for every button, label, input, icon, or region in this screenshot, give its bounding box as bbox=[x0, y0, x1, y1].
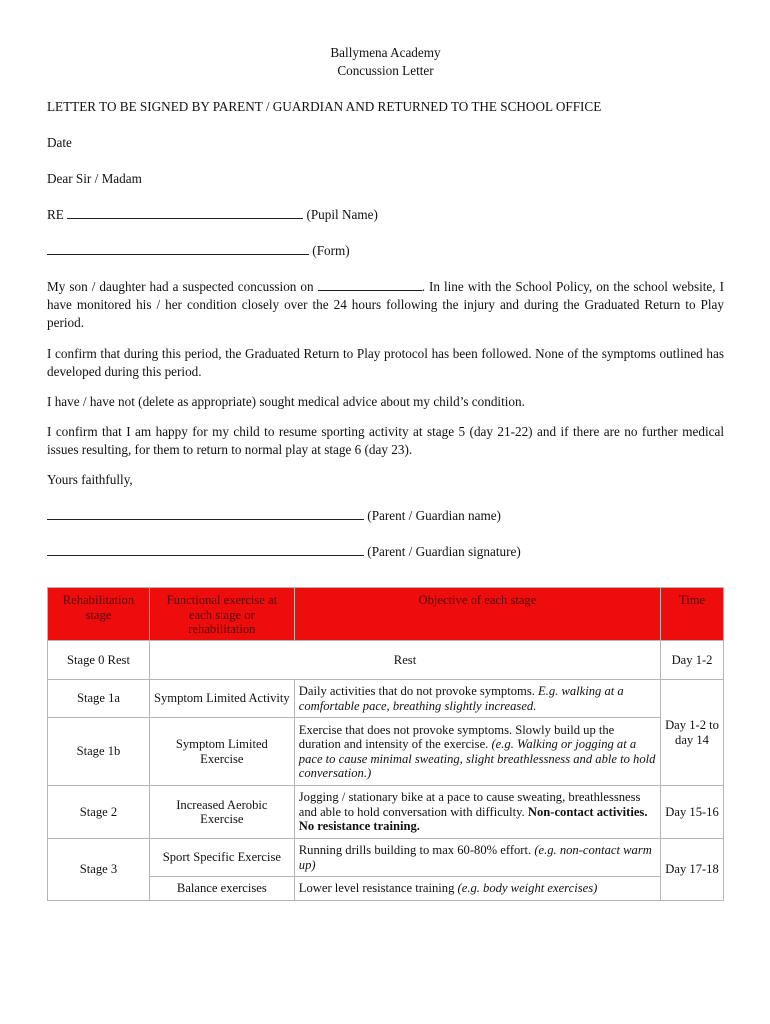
form-line bbox=[47, 242, 724, 260]
form-label: (Form) bbox=[312, 243, 350, 258]
paragraph-4: I confirm that I am happy for my child to resume sporting activity at stage 5 (day 21-22) and if there are no further medical issues resulting, for them to return to normal play at stage 6 (day 23). bbox=[47, 424, 724, 457]
parent-name-field[interactable] bbox=[47, 507, 364, 520]
table-row bbox=[48, 839, 724, 877]
stage3-objective-1-text: Running drills building to max 60-80% effort. bbox=[298, 843, 532, 857]
table-row bbox=[48, 786, 724, 839]
table-row bbox=[48, 718, 724, 786]
paragraph-2: I confirm that during this period, the Graduated Return to Play protocol has been followed. None of the symptoms outlined has developed during this period. bbox=[47, 346, 724, 379]
stage2-cell: Stage 2 bbox=[48, 786, 150, 839]
stage3-objective-1 bbox=[294, 839, 660, 877]
date-label: Date bbox=[47, 135, 72, 150]
stage1b-objective-text: Exercise that does not provoke symptoms. Slowly build up the duration and intensity of the exercise. bbox=[298, 722, 615, 751]
header-time: Time bbox=[661, 588, 724, 641]
stage2-exercise: Increased Aerobic Exercise bbox=[149, 786, 294, 839]
stage1a-exercise: Symptom Limited Activity bbox=[149, 680, 294, 718]
pupil-name-label: (Pupil Name) bbox=[306, 207, 378, 222]
stage3-objective-2 bbox=[294, 877, 660, 901]
stage3-time: Day 17-18 bbox=[661, 839, 724, 901]
stage2-objective-text: Jogging / stationary bike at a pace to cause sweating, breathlessness and able to hold conversation with difficulty. bbox=[298, 790, 641, 819]
stage1a-objective-example: E.g. walking at a comfortable pace, breathing slightly increased. bbox=[298, 684, 624, 713]
stage1-time: Day 1-2 to day 14 bbox=[661, 680, 724, 786]
stage1a-objective-text: Daily activities that do not provoke symptoms. bbox=[298, 684, 535, 698]
parent-name-label: (Parent / Guardian name) bbox=[367, 508, 501, 523]
table-row bbox=[48, 877, 724, 901]
stage3-objective-2-example: (e.g. body weight exercises) bbox=[457, 881, 598, 896]
pupil-name-line bbox=[47, 206, 724, 224]
paragraph-1-end: . In line with the School Policy, on the school website, I have monitored his / her condition closely over the 24 hours following the injury and during the Graduated Return to Play period. bbox=[47, 279, 724, 330]
stage3-exercise-2: Balance exercises bbox=[149, 877, 294, 901]
stage1a-cell: Stage 1a bbox=[48, 680, 150, 718]
form-field[interactable] bbox=[47, 242, 309, 255]
salutation: Dear Sir / Madam bbox=[47, 171, 142, 186]
re-prefix: RE bbox=[47, 207, 64, 222]
rehabilitation-table bbox=[47, 587, 724, 901]
stage1b-objective-example: (e.g. Walking or jogging at a pace to cause minimal sweating, slight breathlessness and able to hold conversation.) bbox=[298, 737, 656, 780]
school-name: Ballymena Academy bbox=[330, 45, 441, 60]
header-objective: Objective of each stage bbox=[294, 588, 660, 641]
stage3-objective-1-example: (e.g. non-contact warm up) bbox=[298, 843, 652, 872]
pupil-name-field[interactable] bbox=[67, 206, 303, 219]
stage2-time: Day 15-16 bbox=[661, 786, 724, 839]
paragraph-1-start: My son / daughter had a suspected concussion on bbox=[47, 279, 314, 294]
stage0-cell: Stage 0 Rest bbox=[48, 641, 150, 680]
paragraph-3: I have / have not (delete as appropriate) sought medical advice about my child’s condition. bbox=[47, 394, 525, 409]
header-functional-exercise: Functional exercise at each stage or rehabilitation bbox=[149, 588, 294, 641]
stage3-cell: Stage 3 bbox=[48, 839, 150, 901]
stage2-objective-bold: Non-contact activities. No resistance training. bbox=[298, 804, 648, 834]
parent-signature-label: (Parent / Guardian signature) bbox=[367, 544, 521, 559]
parent-name-line bbox=[47, 507, 724, 525]
stage1b-cell: Stage 1b bbox=[48, 718, 150, 786]
stage2-objective bbox=[294, 786, 660, 839]
table-row bbox=[48, 680, 724, 718]
parent-signature-field[interactable] bbox=[47, 543, 364, 556]
concussion-date-field[interactable] bbox=[318, 278, 422, 291]
stage1b-objective bbox=[294, 718, 660, 786]
closing: Yours faithfully, bbox=[47, 472, 133, 487]
table-header-row bbox=[48, 588, 724, 641]
stage3-objective-2-text: Lower level resistance training bbox=[298, 881, 455, 896]
stage3-exercise-1: Sport Specific Exercise bbox=[149, 839, 294, 877]
letter-title: Concussion Letter bbox=[337, 63, 434, 78]
table-row bbox=[48, 641, 724, 680]
header-rehab-stage: Rehabilitation stage bbox=[48, 588, 150, 641]
instruction-line: LETTER TO BE SIGNED BY PARENT / GUARDIAN AND RETURNED TO THE SCHOOL OFFICE bbox=[47, 99, 602, 114]
stage1b-exercise: Symptom Limited Exercise bbox=[149, 718, 294, 786]
stage1a-objective bbox=[294, 680, 660, 718]
letter-page bbox=[47, 44, 724, 561]
paragraph-1 bbox=[47, 278, 724, 332]
stage0-objective: Rest bbox=[149, 641, 660, 680]
stage0-time: Day 1-2 bbox=[661, 641, 724, 680]
parent-signature-line bbox=[47, 543, 724, 561]
